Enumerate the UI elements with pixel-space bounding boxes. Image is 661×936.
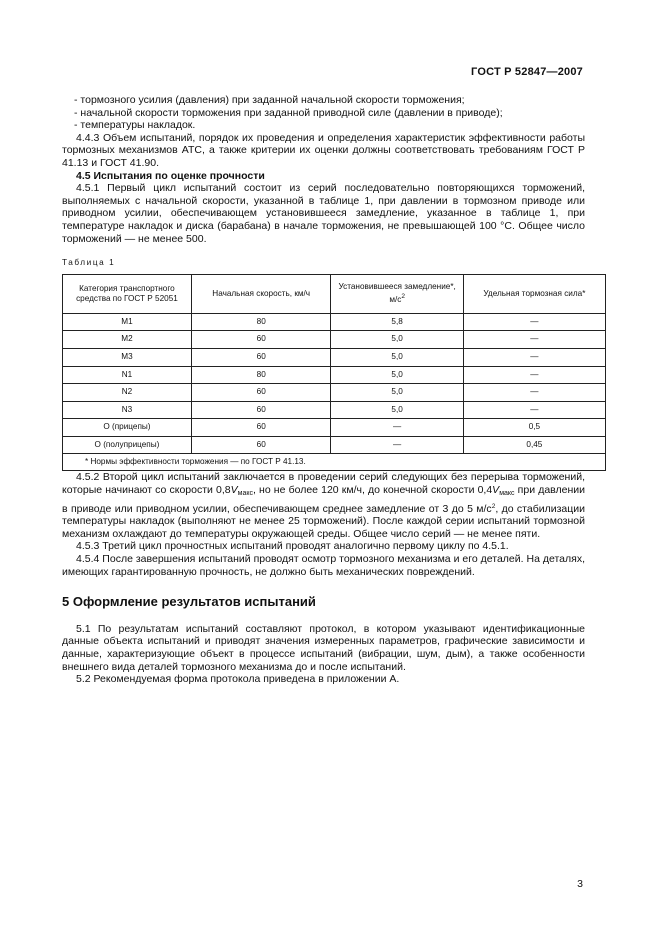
p452-text-b: , но не более 120 км/ч, до конечной скорости 0,4 [253,484,493,497]
cell-category: М2 [63,331,192,349]
v-subscript: макс [237,490,253,498]
unit-superscript: 2 [491,502,496,510]
header-specific-force: Удельная тормозная сила* [463,274,605,313]
cell-category: N2 [63,384,192,402]
cell-force: 0,45 [463,436,605,454]
cell-speed: 60 [191,384,331,402]
cell-force: — [463,366,605,384]
p452-text-d: , до стабилизации температуры накладок (выполняют не менее 25 торможений). После каждой серии испытаний тормозной механизм охлаждают до температуры окружающей среды. Общее число серий — не менее пяти. [62,502,585,540]
page-number: 3 [577,878,583,890]
header-deceleration-sup: 2 [401,293,405,301]
cell-category: N3 [63,401,192,419]
cell-category: О (прицепы) [63,419,192,437]
paragraph-4-5-2 [62,471,585,540]
table-row [63,436,606,454]
table-row [63,348,606,366]
header-deceleration [331,274,463,313]
table-row [63,313,606,331]
bullet-item: - температуры накладок. [74,119,196,132]
table-row [63,384,606,402]
cell-speed: 60 [191,419,331,437]
document-code-header: ГОСТ Р 52847—2007 [471,66,583,78]
cell-category: М3 [63,348,192,366]
cell-force: 0,5 [463,419,605,437]
table-row [63,331,606,349]
table-header-row [63,274,606,313]
bullet-item: - тормозного усилия (давления) при заданной начальной скорости торможения; [74,94,465,106]
cell-deceleration: — [331,436,463,454]
document-body [62,94,585,686]
header-category: Категория транспортного средства по ГОСТ Р 52051 [63,274,192,313]
cell-force: — [463,401,605,419]
section-4-5-heading: 4.5 Испытания по оценке прочности [76,169,265,182]
cell-deceleration: 5,0 [331,401,463,419]
p452-text-a: 4.5.2 Второй цикл испытаний заключается в проведении серий следующих без перерыва торможений, которые начинают со скорости 0,8 [62,471,585,497]
cell-force: — [463,331,605,349]
table-row [63,419,606,437]
table-caption: Таблица 1 [62,258,116,268]
cell-category: М1 [63,313,192,331]
cell-speed: 60 [191,401,331,419]
table-1 [62,274,606,472]
cell-deceleration: 5,0 [331,348,463,366]
cell-deceleration: 5,0 [331,384,463,402]
cell-deceleration: — [331,419,463,437]
cell-force: — [463,313,605,331]
v-symbol: V [230,484,238,497]
paragraph-4-5-3: 4.5.3 Третий цикл прочностных испытаний проводят аналогично первому циклу по 4.5.1. [76,540,509,553]
header-deceleration-text: Установившееся замедление*, м/с [338,282,456,305]
paragraph-4-5-1: 4.5.1 Первый цикл испытаний состоит из серий последовательно повторяющихся торможений, выполняемых с начальной скорости, указанной в таблице 1, при давлении в тормозном приводе или приводном усилии, обеспечивающем установившееся замедление, указанное в таблице 1, при температуре накладок и диска (барабана) в начале торможения, не превышающей 100 °С. Общее число торможений — не менее 500. [62,182,585,245]
cell-force: — [463,384,605,402]
cell-speed: 60 [191,436,331,454]
table-row [63,401,606,419]
cell-speed: 60 [191,331,331,349]
cell-speed: 80 [191,366,331,384]
paragraph-4-5-4: 4.5.4 После завершения испытаний проводят осмотр тормозного механизма и его деталей. На деталях, имеющих гарантированную прочность, не должно быть механических повреждений. [62,553,585,578]
p452-text-c: при давлении в приводе или приводном усилии, обеспечивающем среднее замедление от 3 до 5 м/с [62,484,585,515]
paragraph-4-4-3: 4.4.3 Объем испытаний, порядок их проведения и определения характеристик эффективности работы тормозных механизмов АТС, а также критерии их оценки должны соответствовать требованиям ГОСТ Р 41.13 и ГОСТ 41.90. [62,131,585,169]
cell-category: О (полуприцепы) [63,436,192,454]
table-row [63,366,606,384]
v-symbol: V [492,484,500,497]
cell-deceleration: 5,0 [331,331,463,349]
header-initial-speed: Начальная скорость, км/ч [191,274,331,313]
cell-force: — [463,348,605,366]
v-subscript: макс [499,490,515,498]
paragraph-5-2: 5.2 Рекомендуемая форма протокола приведена в приложении А. [76,673,400,686]
table-note-row [63,454,606,471]
bullet-item: - начальной скорости торможения при заданной приводной силе (давлении в приводе); [74,106,503,119]
table-footnote: * Нормы эффективности торможения — по ГОСТ Р 41.13. [63,454,606,471]
cell-speed: 80 [191,313,331,331]
cell-deceleration: 5,8 [331,313,463,331]
cell-category: N1 [63,366,192,384]
paragraph-5-1: 5.1 По результатам испытаний составляют протокол, в котором указывают идентификационные данные объекта испытаний и приводят значения измеренных параметров, графические зависимости и данные, характеризующие объект в процессе испытаний (вибрации, шум, дым), а также особенности внешнего вида деталей тормозного механизма до и после испытаний. [62,622,585,673]
section-5-heading: 5 Оформление результатов испытаний [62,594,316,610]
cell-deceleration: 5,0 [331,366,463,384]
cell-speed: 60 [191,348,331,366]
